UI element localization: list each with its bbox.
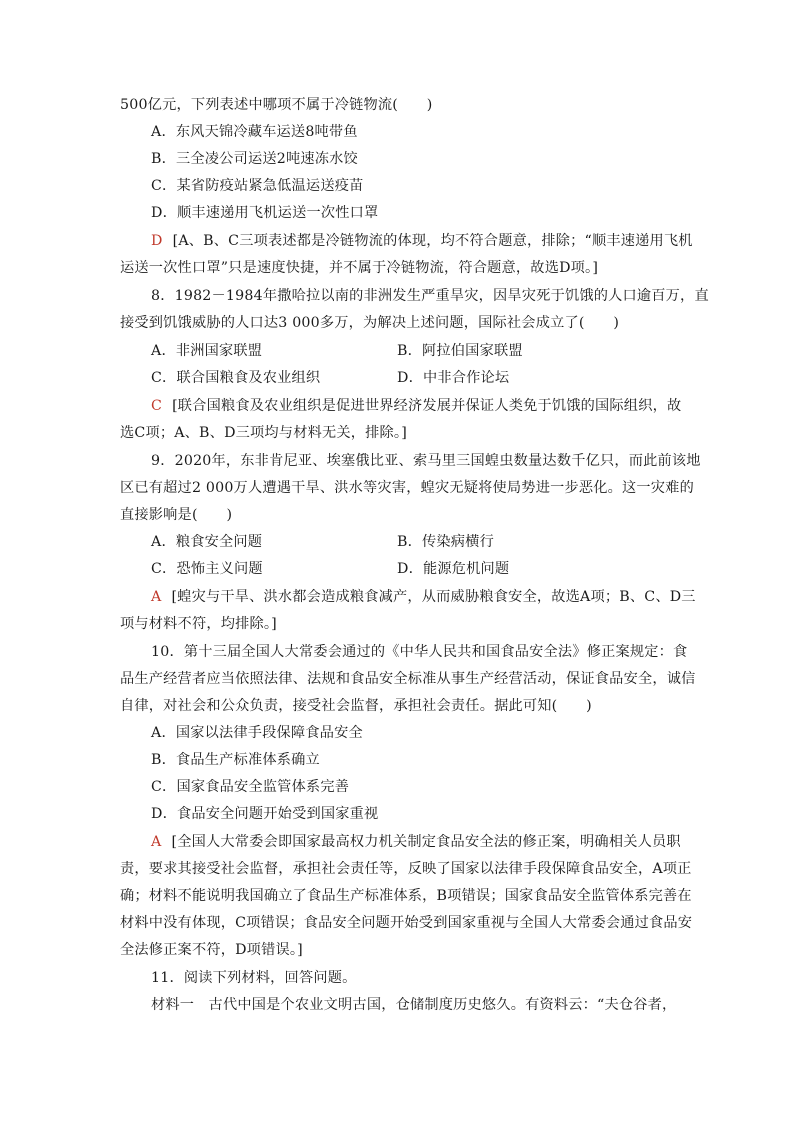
text-line: 直接影响是( ) <box>120 507 233 523</box>
question-8: 8．1982－1984年撒哈拉以南的非洲发生严重旱灾，因旱灾死于饥饿的人口逾百万，直 <box>151 288 709 304</box>
option-a: A．东风天锦冷藏车运送8吨带鱼 <box>151 124 358 140</box>
option-b: B．阿拉伯国家联盟 <box>397 343 523 359</box>
text-line: 接受到饥饿威胁的人口达3 000多万，为解决上述问题，国际社会成立了( ) <box>120 315 620 331</box>
option-b: B．传染病横行 <box>397 534 494 550</box>
option-b: B．三全凌公司运送2吨速冻水饺 <box>151 151 358 167</box>
explanation-line: 确；材料不能说明我国确立了食品生产标准体系，B项错误；国家食品安全监管体系完善在 <box>120 888 692 904</box>
question-11: 11．阅读下列材料，回答问题。 <box>151 970 357 986</box>
option-c: C．联合国粮食及农业组织 <box>151 370 321 386</box>
answer-line: C [联合国粮食及农业组织是促进世界经济发展并保证人类免于饥饿的国际组织，故 <box>151 398 682 414</box>
text-line: 自律，对社会和公众负责，接受社会监督，承担社会责任。据此可知( ) <box>120 698 592 714</box>
answer-letter: A <box>151 834 162 850</box>
explanation-line: 运送一次性口罩”只是速度快捷，并不属于冷链物流，符合题意，故选D项。] <box>120 260 599 276</box>
answer-line: D [A、B、C三项表述都是冷链物流的体现，均不符合题意，排除；“顺丰速递用飞机 <box>151 233 693 249</box>
question-9: 9．2020年，东非肯尼亚、埃塞俄比亚、索马里三国蝗虫数量达数千亿只，而此前该地 <box>151 453 701 469</box>
answer-line: A [全国人大常委会即国家最高权力机关制定食品安全法的修正案，明确相关人员职 <box>151 834 681 850</box>
answer-letter: D <box>151 233 163 249</box>
text-line: 500亿元，下列表述中哪项不属于冷链物流( ) <box>120 97 433 113</box>
option-a: A．粮食安全问题 <box>151 534 263 550</box>
explanation-line: 项与材料不符，均排除。] <box>120 616 277 632</box>
option-b: B．食品生产标准体系确立 <box>151 752 320 768</box>
text-line: 品生产经营者应当依照法律、法规和食品安全标准从事生产经营活动，保证食品安全，诚信 <box>120 671 696 687</box>
option-c: C．国家食品安全监管体系完善 <box>151 779 350 795</box>
explanation-line: 选C项；A、B、D三项均与材料无关，排除。] <box>120 425 407 441</box>
explanation-line: 责，要求其接受社会监督，承担社会责任等，反映了国家以法律手段保障食品安全，A项正 <box>120 861 692 877</box>
option-a: A．非洲国家联盟 <box>151 343 263 359</box>
material-one: 材料一 古代中国是个农业文明古国，仓储制度历史悠久。有资料云：“夫仓谷者， <box>151 997 677 1013</box>
option-d: D．能源危机问题 <box>397 561 510 577</box>
option-d: D．食品安全问题开始受到国家重视 <box>151 806 379 822</box>
answer-letter: A <box>151 589 162 605</box>
option-c: C．某省防疫站紧急低温运送疫苗 <box>151 178 364 194</box>
answer-line: A [蝗灾与干旱、洪水都会造成粮食减产，从而威胁粮食安全，故选A项；B、C、D三 <box>151 589 696 605</box>
option-a: A．国家以法律手段保障食品安全 <box>151 725 363 741</box>
option-d: D．顺丰速递用飞机运送一次性口罩 <box>151 205 379 221</box>
explanation-line: 材料中没有体现，C项错误；食品安全问题开始受到国家重视与全国人大常委会通过食品安 <box>120 915 693 931</box>
answer-letter: C <box>151 398 163 414</box>
option-d: D．中非合作论坛 <box>397 370 510 386</box>
question-10: 10．第十三届全国人大常委会通过的《中华人民共和国食品安全法》修正案规定：食 <box>151 644 688 660</box>
option-c: C．恐怖主义问题 <box>151 561 263 577</box>
explanation-line: 全法修正案不符，D项错误。] <box>120 942 303 958</box>
text-line: 区已有超过2 000万人遭遇干旱、洪水等灾害，蝗灾无疑将使局势进一步恶化。这一灾难的 <box>120 480 694 496</box>
